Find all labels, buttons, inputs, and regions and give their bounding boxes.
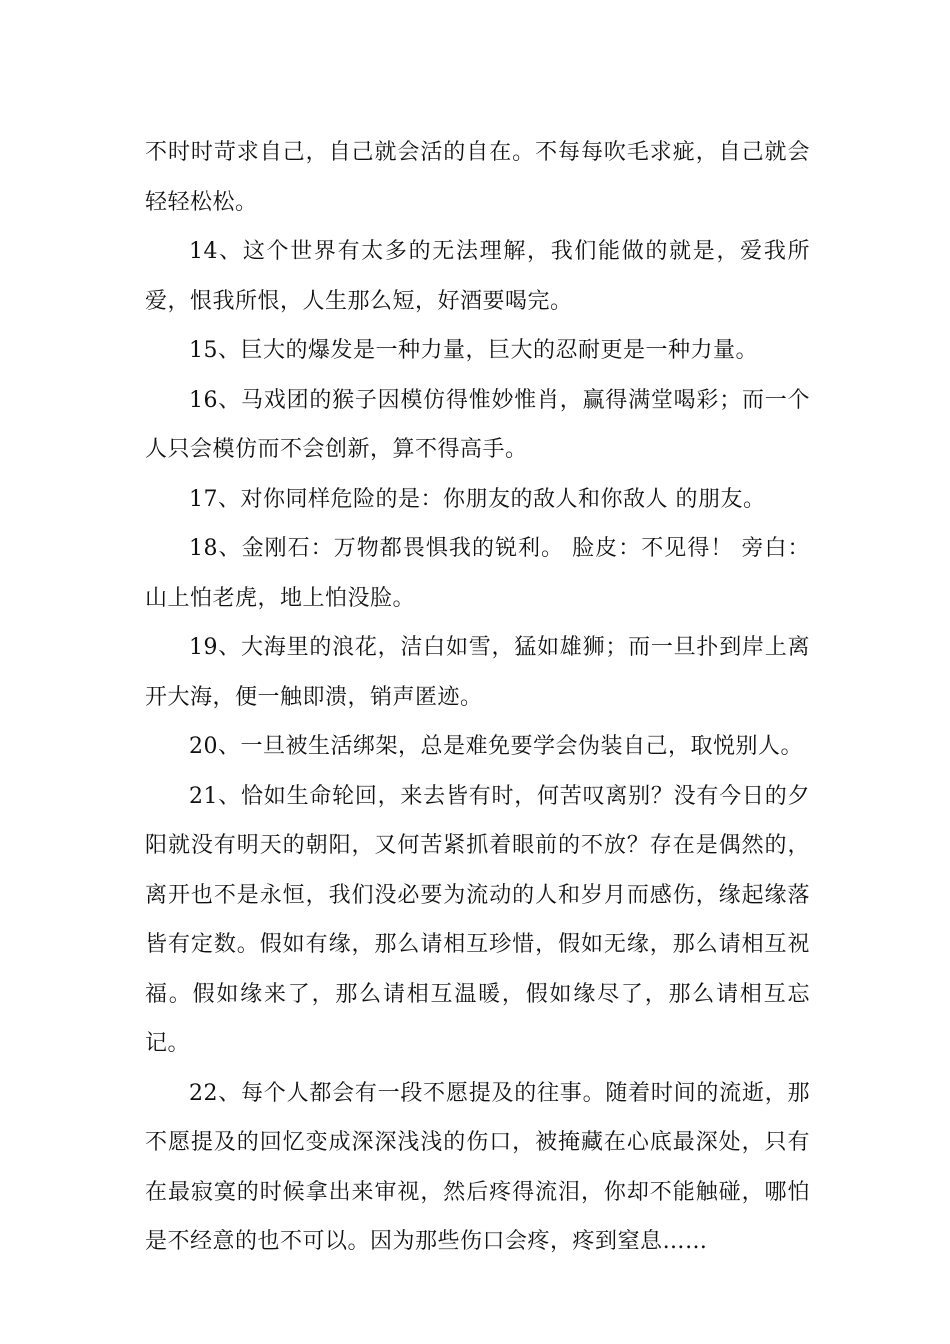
paragraph-21: 21、恰如生命轮回，来去皆有时，何苦叹离别？没有今日的夕阳就没有明天的朝阳，又何苦紧抓着眼前的不放？存在是偶然的，离开也不是永恒，我们没必要为流动的人和岁月而感伤，缘起缘落皆有定数。假如有缘，那么请相互珍惜，假如无缘，那么请相互祝福。假如缘来了，那么请相互温暖，假如缘尽了，那么请相互忘记。 <box>145 783 810 1056</box>
paragraph-15: 15、巨大的爆发是一种力量，巨大的忍耐更是一种力量。 <box>189 338 758 363</box>
paragraph-22: 22、每个人都会有一段不愿提及的往事。随着时间的流逝，那不愿提及的回忆变成深深浅浅的伤口，被掩藏在心底最深处，只有在最寂寞的时候拿出来审视，然后疼得流泪，你却不能触碰，哪怕是不经意的也不可以。因为那些伤口会疼，疼到窒息…… <box>145 1080 810 1254</box>
paragraph-14: 14、这个世界有太多的无法理解，我们能做的就是，爱我所爱，恨我所恨，人生那么短，好酒要喝完。 <box>145 239 810 314</box>
paragraph-16: 16、马戏团的猴子因模仿得惟妙惟肖，赢得满堂喝彩；而一个人只会模仿而不会创新，算不得高手。 <box>145 387 810 462</box>
paragraph-continuation: 不时时苛求自己，自己就会活的自在。不每每吹毛求疵，自己就会轻轻松松。 <box>145 140 810 215</box>
paragraph-20: 20、一旦被生活绑架，总是难免要学会伪装自己，取悦别人。 <box>189 734 803 759</box>
document-body <box>145 128 810 1267</box>
paragraph-19: 19、大海里的浪花，洁白如雪，猛如雄狮；而一旦扑到岸上离开大海，便一触即溃，销声匿迹。 <box>145 635 810 710</box>
paragraph-17: 17、对你同样危险的是：你朋友的敌人和你敌人 的朋友。 <box>189 486 766 512</box>
paragraph-18: 18、金刚石：万物都畏惧我的锐利。 脸皮：不见得！ 旁白：山上怕老虎，地上怕没脸。 <box>145 536 810 611</box>
